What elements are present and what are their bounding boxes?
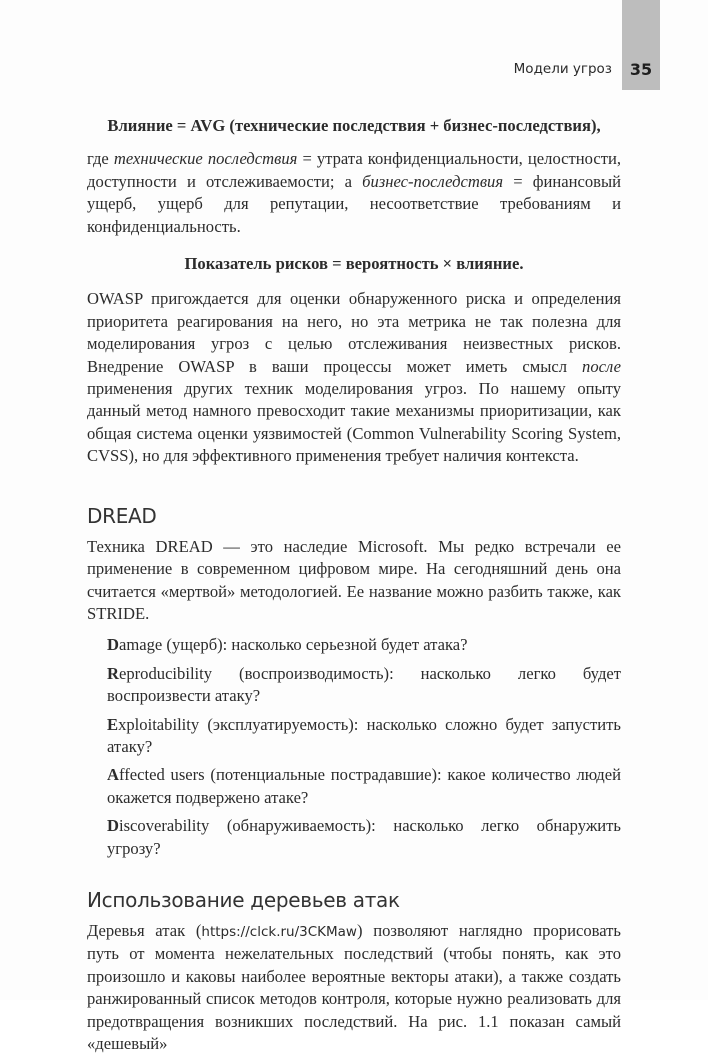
formula-risk: Показатель рисков = вероятность × влияние.	[184, 254, 524, 274]
dread-item-exploitability	[107, 714, 621, 759]
attack-trees-link[interactable]: https://clck.ru/3CKMaw	[201, 923, 357, 940]
page-content	[87, 115, 621, 1055]
text: где	[87, 149, 114, 169]
initial-letter: D	[107, 816, 119, 836]
item-text: xploitability (эксплуатируемость): насколько сложно будет запустить атаку?	[107, 714, 621, 756]
running-head: Модели угроз	[513, 61, 612, 77]
dread-list	[107, 634, 621, 860]
text: = утрата конфиденциальности, целостности, доступности и отслеживаемости; а	[87, 149, 622, 191]
term-business: бизнес-последствия	[362, 171, 504, 191]
term-technical: технические последствия	[113, 149, 298, 169]
attack-trees-paragraph	[87, 920, 621, 1055]
text: Деревья атак (	[87, 920, 202, 940]
dread-item-discoverability	[107, 815, 621, 860]
emphasis-after: после	[582, 356, 621, 376]
dread-intro: Техника DREAD — это наследие Microsoft. Мы редко встречали ее применение в современном цифровом мире. На сегодняшний день она считается «мертвой» методологией. Ее название можно разбить также, как STRIDE.	[87, 536, 621, 623]
dread-item-reproducibility	[107, 663, 621, 708]
item-text: amage (ущерб): насколько серьезной будет атака?	[118, 635, 468, 655]
initial-letter: E	[107, 714, 119, 734]
dread-item-affected-users	[107, 764, 621, 809]
initial-letter: A	[107, 765, 119, 785]
page-number-tab	[622, 0, 660, 90]
heading-attack-trees: Использование деревьев атак	[87, 887, 400, 912]
item-text: ffected users (потенциальные пострадавшие): какое количество людей окажется подвержено атаке?	[107, 765, 621, 807]
formula-impact: Влияние = AVG (технические последствия + бизнес-последствия),	[107, 116, 601, 135]
page-number: 35	[629, 60, 653, 79]
text: OWASP пригождается для оценки обнаруженного риска и определения приоритета реагирования на него, но эта метрика не так полезна для моделирования угроз с целью отслеживания неизвестных рисков. Внедрение OWASP в ваши процессы может иметь смысл	[87, 289, 621, 376]
item-text: eproducibility (воспроизводимость): насколько легко будет воспроизвести атаку?	[107, 663, 621, 706]
dread-item-damage	[107, 634, 621, 656]
heading-dread: DREAD	[87, 503, 157, 528]
definition-paragraph	[87, 148, 621, 238]
item-text: iscoverability (обнаруживаемость): насколько легко обнаружить угрозу?	[107, 816, 621, 858]
text: = финансовый ущерб, ущерб для репутации, несоответствие требованиям и конфиденциальность.	[87, 171, 621, 236]
owasp-paragraph	[87, 288, 621, 467]
text: ) позволяют наглядно прорисовать путь от момента нежелательных последствий (чтобы понять, как это произошло и каковы наиболее вероятные векторы атаки), а также создать ранжированный список методов контроля, которые нужно реализовать для предотвращения возникших последствий. На рис. 1.1 показан самый «дешевый»	[87, 920, 621, 1053]
text: применения других техник моделирования угроз. По нашему опыту данный метод намного превосходит такие механизмы приоритизации, как общая система оценки уязвимостей (Common Vulnerability Scoring System, CVSS), но для эффективного применения требует наличия контекста.	[87, 379, 621, 466]
initial-letter: D	[107, 635, 119, 655]
initial-letter: R	[107, 663, 119, 683]
